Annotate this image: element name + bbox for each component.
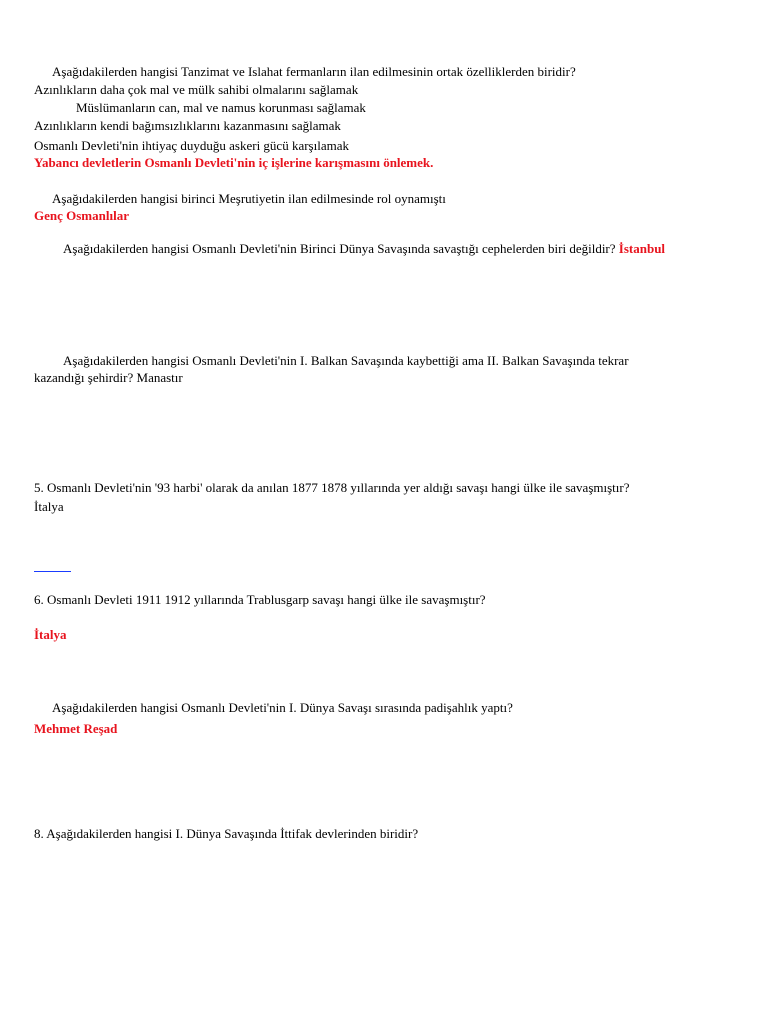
horizontal-rule: [34, 571, 71, 572]
question-8-text: 8. Aşağıdakilerden hangisi I. Dünya Savaşında İttifak devlerinden biridir?: [34, 826, 419, 841]
question-2-answer: Genç Osmanlılar: [34, 208, 129, 223]
question-3-answer: İstanbul: [618, 241, 666, 256]
question-7-answer: Mehmet Reşad: [34, 721, 118, 736]
question-3-text: Aşağıdakilerden hangisi Osmanlı Devleti'nin Birinci Dünya Savaşında savaştığı cephelerden biri değildir?: [63, 241, 616, 256]
question-1-answer: Yabancı devletlerin Osmanlı Devleti'nin iç işlerine karışmasını önlemek.: [34, 155, 434, 170]
question-2-text: Aşağıdakilerden hangisi birinci Meşrutiyetin ilan edilmesinde rol oynamıştı: [52, 191, 446, 206]
question-1-text: Aşağıdakilerden hangisi Tanzimat ve Islahat fermanların ilan edilmesinin ortak özelliklerden biridir?: [52, 64, 576, 79]
question-1-option-d: Osmanlı Devleti'nin ihtiyaç duyduğu askeri gücü karşılamak: [34, 138, 349, 153]
question-1-option-c: Azınlıkların kendi bağımsızlıklarını kazanmasını sağlamak: [34, 118, 341, 133]
question-6-text: 6. Osmanlı Devleti 1911 1912 yıllarında Trablusgarp savaşı hangi ülke ile savaşmıştır?: [34, 592, 486, 607]
question-3-line: [63, 241, 665, 257]
question-6-answer: İtalya: [34, 627, 67, 642]
question-5-text: 5. Osmanlı Devleti'nin '93 harbi' olarak da anılan 1877 1878 yıllarında yer aldığı savaşı hangi ülke ile savaşmıştır?: [34, 480, 630, 495]
question-1-option-b: Müslümanların can, mal ve namus korunması sağlamak: [76, 100, 366, 115]
question-7-text: Aşağıdakilerden hangisi Osmanlı Devleti'nin I. Dünya Savaşı sırasında padişahlık yaptı?: [52, 700, 513, 715]
question-1-option-a: Azınlıkların daha çok mal ve mülk sahibi olmalarını sağlamak: [34, 82, 359, 97]
question-4-text-line-2: kazandığı şehirdir? Manastır: [34, 370, 183, 385]
question-4-text-line-1: Aşağıdakilerden hangisi Osmanlı Devleti'nin I. Balkan Savaşında kaybettiği ama II. Balkan Savaşında tekrar: [63, 353, 629, 368]
question-5-answer: İtalya: [34, 499, 64, 514]
